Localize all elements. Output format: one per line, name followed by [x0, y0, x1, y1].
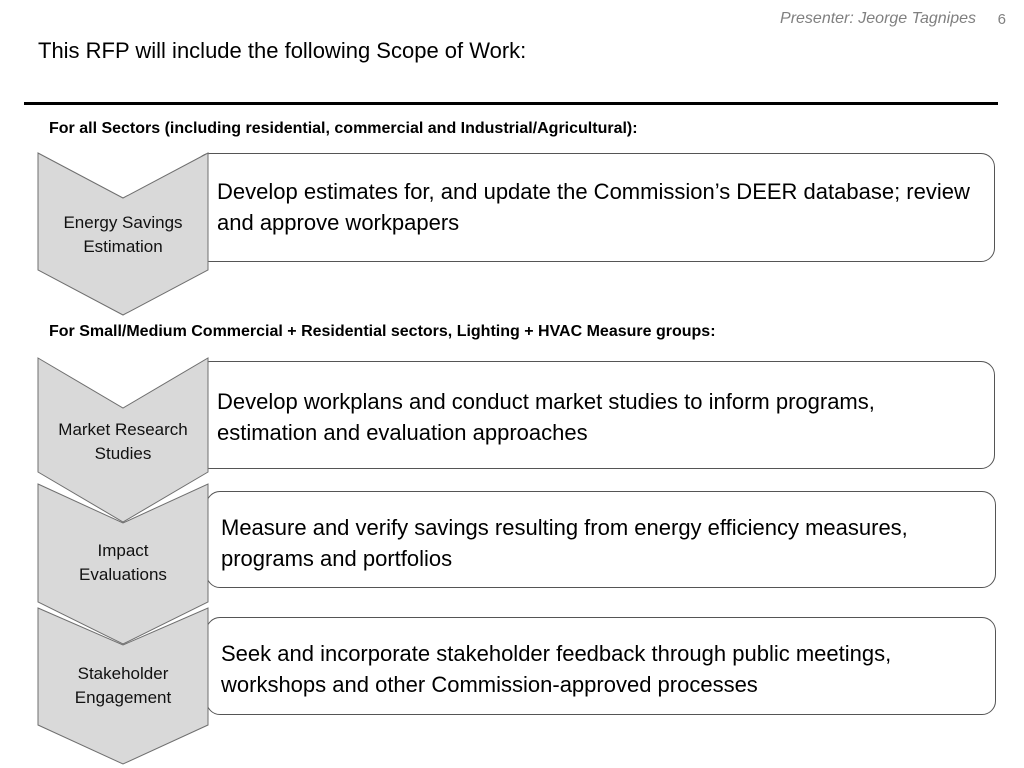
title-divider: [24, 102, 998, 105]
description-box-market-research: [196, 361, 995, 469]
chevron-label: Market Research Studies: [58, 420, 188, 463]
chevron-stakeholder-engagement: [37, 607, 209, 765]
description-box-impact-evaluations: [206, 491, 996, 588]
section-label-small-medium-commercial: For Small/Medium Commercial + Residential sectors, Lighting + HVAC Measure groups:: [49, 323, 716, 340]
description-text: Develop workplans and conduct market studies to inform programs, estimation and evaluation approaches: [217, 389, 875, 445]
description-text: Seek and incorporate stakeholder feedback through public meetings, workshops and other Commission-approved processes: [221, 641, 892, 697]
chevron-label: Impact Evaluations: [79, 541, 167, 584]
description-box-energy-savings: [196, 153, 995, 262]
page-number: 6: [997, 11, 1006, 28]
description-text: Develop estimates for, and update the Commission’s DEER database; review and approve workpapers: [217, 179, 970, 235]
description-box-stakeholder-engagement: [206, 617, 996, 715]
description-text: Measure and verify savings resulting from energy efficiency measures, programs and portfolios: [221, 515, 908, 571]
slide-title: This RFP will include the following Scope of Work:: [38, 38, 527, 63]
presenter-name: Presenter: Jeorge Tagnipes: [780, 10, 976, 27]
chevron-label: Energy Savings Estimation: [63, 213, 183, 256]
chevron-label: Stakeholder Engagement: [74, 664, 172, 707]
chevron-energy-savings-estimation: [37, 152, 209, 316]
section-label-all-sectors: For all Sectors (including residential, commercial and Industrial/Agricultural):: [49, 120, 638, 137]
